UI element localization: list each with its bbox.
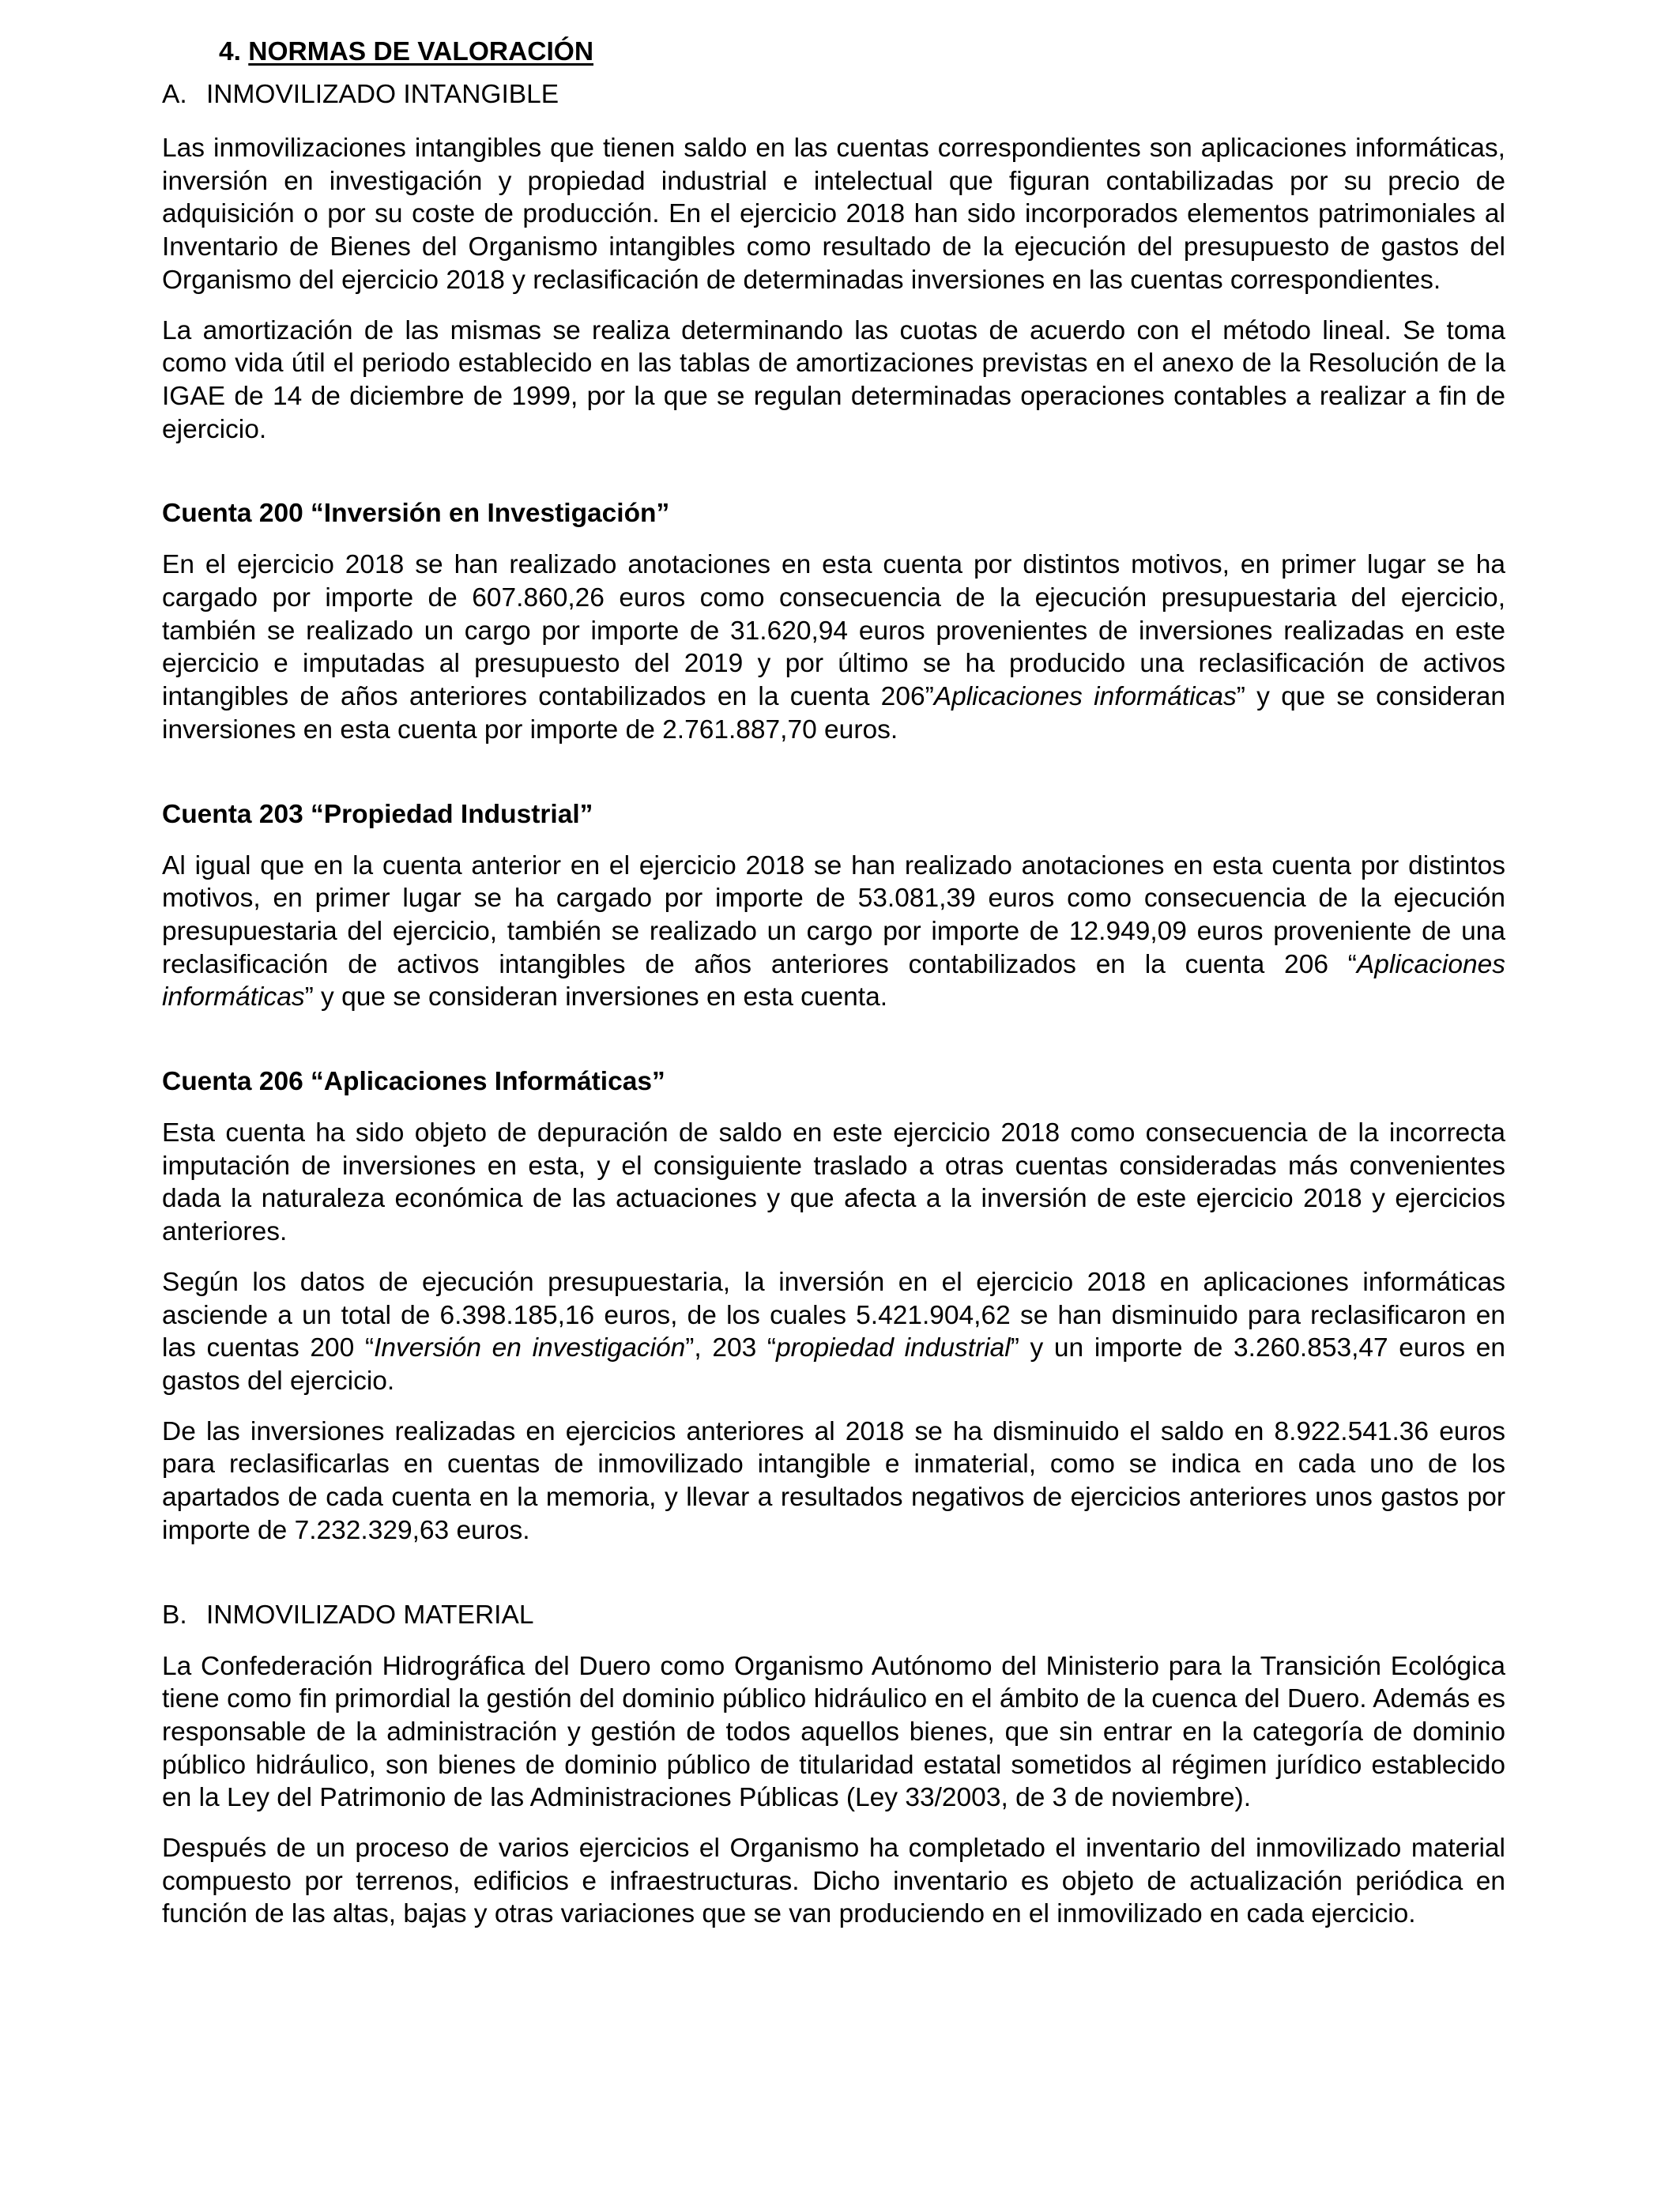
section-title: NORMAS DE VALORACIÓN bbox=[248, 37, 594, 66]
section-heading bbox=[219, 35, 1505, 70]
cuenta-200-paragraph: En el ejercicio 2018 se han realizado anotaciones en esta cuenta por distintos motivos, en primer lugar se ha cargado por importe de 607.860,26 euros como consecuencia de la ejecución presupuestaria del ejercicio, también se realizado un cargo por importe de 31.620,94 euros provenientes de inversiones realizadas en este ejercicio e imputadas al presupuesto del 2019 y por último se ha producido una reclasificación de activos intangibles de años anteriores contabilizados en la cuenta 206”Aplicaciones informáticas” y que se consideran inversiones en esta cuenta por importe de 2.761.887,70 euros. bbox=[162, 550, 1505, 745]
document-page bbox=[162, 35, 1505, 1931]
cuenta-206-paragraph-2: Según los datos de ejecución presupuestaria, la inversión en el ejercicio 2018 en aplicaciones informáticas asciende a un total de 6.398.185,16 euros, de los cuales 5.421.904,62 se han disminuido para reclasificaron en las cuentas 200 “Inversión en investigación”, 203 “propiedad industrial” y un importe de 3.260.853,47 euros en gastos del ejercicio. bbox=[162, 1267, 1505, 1396]
material-paragraph-1: La Confederación Hidrográfica del Duero como Organismo Autónomo del Ministerio para la Transición Ecológica tiene como fin primordial la gestión del dominio público hidráulico en el ámbito de la cuenca del Duero. Además es responsable de la administración y gestión de todos aquellos bienes, que sin entrar en la categoría de dominio público hidráulico, son bienes de dominio público de titularidad estatal sometidos al régimen jurídico establecido en la Ley del Patrimonio de las Administraciones Públicas (Ley 33/2003, de 3 de noviembre). bbox=[162, 1651, 1505, 1813]
subsection-a-title: INMOVILIZADO INTANGIBLE bbox=[206, 80, 559, 109]
cuenta-200-heading: Cuenta 200 “Inversión en Investigación” bbox=[162, 499, 670, 529]
subsection-b-letter: B. bbox=[162, 1600, 187, 1630]
subsection-a-letter: A. bbox=[162, 80, 187, 109]
subsection-b-heading bbox=[162, 1598, 1505, 1633]
cuenta-203-heading: Cuenta 203 “Propiedad Industrial” bbox=[162, 799, 593, 829]
subsection-b-title: INMOVILIZADO MATERIAL bbox=[206, 1600, 534, 1630]
cuenta-206-paragraph-1: Esta cuenta ha sido objeto de depuración de saldo en este ejercicio 2018 como consecuencia de la incorrecta imputación de inversiones en esta, y el consiguiente traslado a otras cuentas consideradas más convenientes dada la naturaleza económica de las actuaciones y que afecta a la inversión de este ejercicio 2018 y ejercicios anteriores. bbox=[162, 1118, 1505, 1247]
cuenta-203-paragraph: Al igual que en la cuenta anterior en el ejercicio 2018 se han realizado anotaciones en esta cuenta por distintos motivos, en primer lugar se ha cargado por importe de 53.081,39 euros como consecuencia de la ejecución presupuestaria del ejercicio, también se realizado un cargo por importe de 12.949,09 euros proveniente de una reclasificación de activos intangibles de años anteriores contabilizados en la cuenta 206 “Aplicaciones informáticas” y que se consideran inversiones en esta cuenta. bbox=[162, 850, 1505, 1012]
material-paragraph-2: Después de un proceso de varios ejercicios el Organismo ha completado el inventario del inmovilizado material compuesto por terrenos, edificios e infraestructuras. Dicho inventario es objeto de actualización periódica en función de las altas, bajas y otras variaciones que se van produciendo en el inmovilizado en cada ejercicio. bbox=[162, 1834, 1505, 1929]
cuenta-206-paragraph-3: De las inversiones realizadas en ejercicios anteriores al 2018 se ha disminuido el saldo en 8.922.541.36 euros para reclasificarlas en cuentas de inmovilizado intangible e inmaterial, como se indica en cada uno de los apartados de cada cuenta en la memoria, y llevar a resultados negativos de ejercicios anteriores unos gastos por importe de 7.232.329,63 euros. bbox=[162, 1416, 1505, 1545]
intangible-paragraph-2: La amortización de las mismas se realiza determinando las cuotas de acuerdo con el método lineal. Se toma como vida útil el periodo establecido en las tablas de amortizaciones previstas en el anexo de la Resolución de la IGAE de 14 de diciembre de 1999, por la que se regulan determinadas operaciones contables a realizar a fin de ejercicio. bbox=[162, 315, 1505, 444]
cuenta-206-heading: Cuenta 206 “Aplicaciones Informáticas” bbox=[162, 1067, 665, 1097]
intangible-paragraph-1: Las inmovilizaciones intangibles que tienen saldo en las cuentas correspondientes son aplicaciones informáticas, inversión en investigación y propiedad industrial e intelectual que figuran contabilizadas por su precio de adquisición o por su coste de producción. En el ejercicio 2018 han sido incorporados elementos patrimoniales al Inventario de Bienes del Organismo intangibles como resultado de la ejecución del presupuesto de gastos del Organismo del ejercicio 2018 y reclasificación de determinadas inversiones en las cuentas correspondientes. bbox=[162, 134, 1505, 295]
subsection-a-heading bbox=[162, 77, 1505, 112]
section-number: 4. bbox=[219, 37, 241, 66]
